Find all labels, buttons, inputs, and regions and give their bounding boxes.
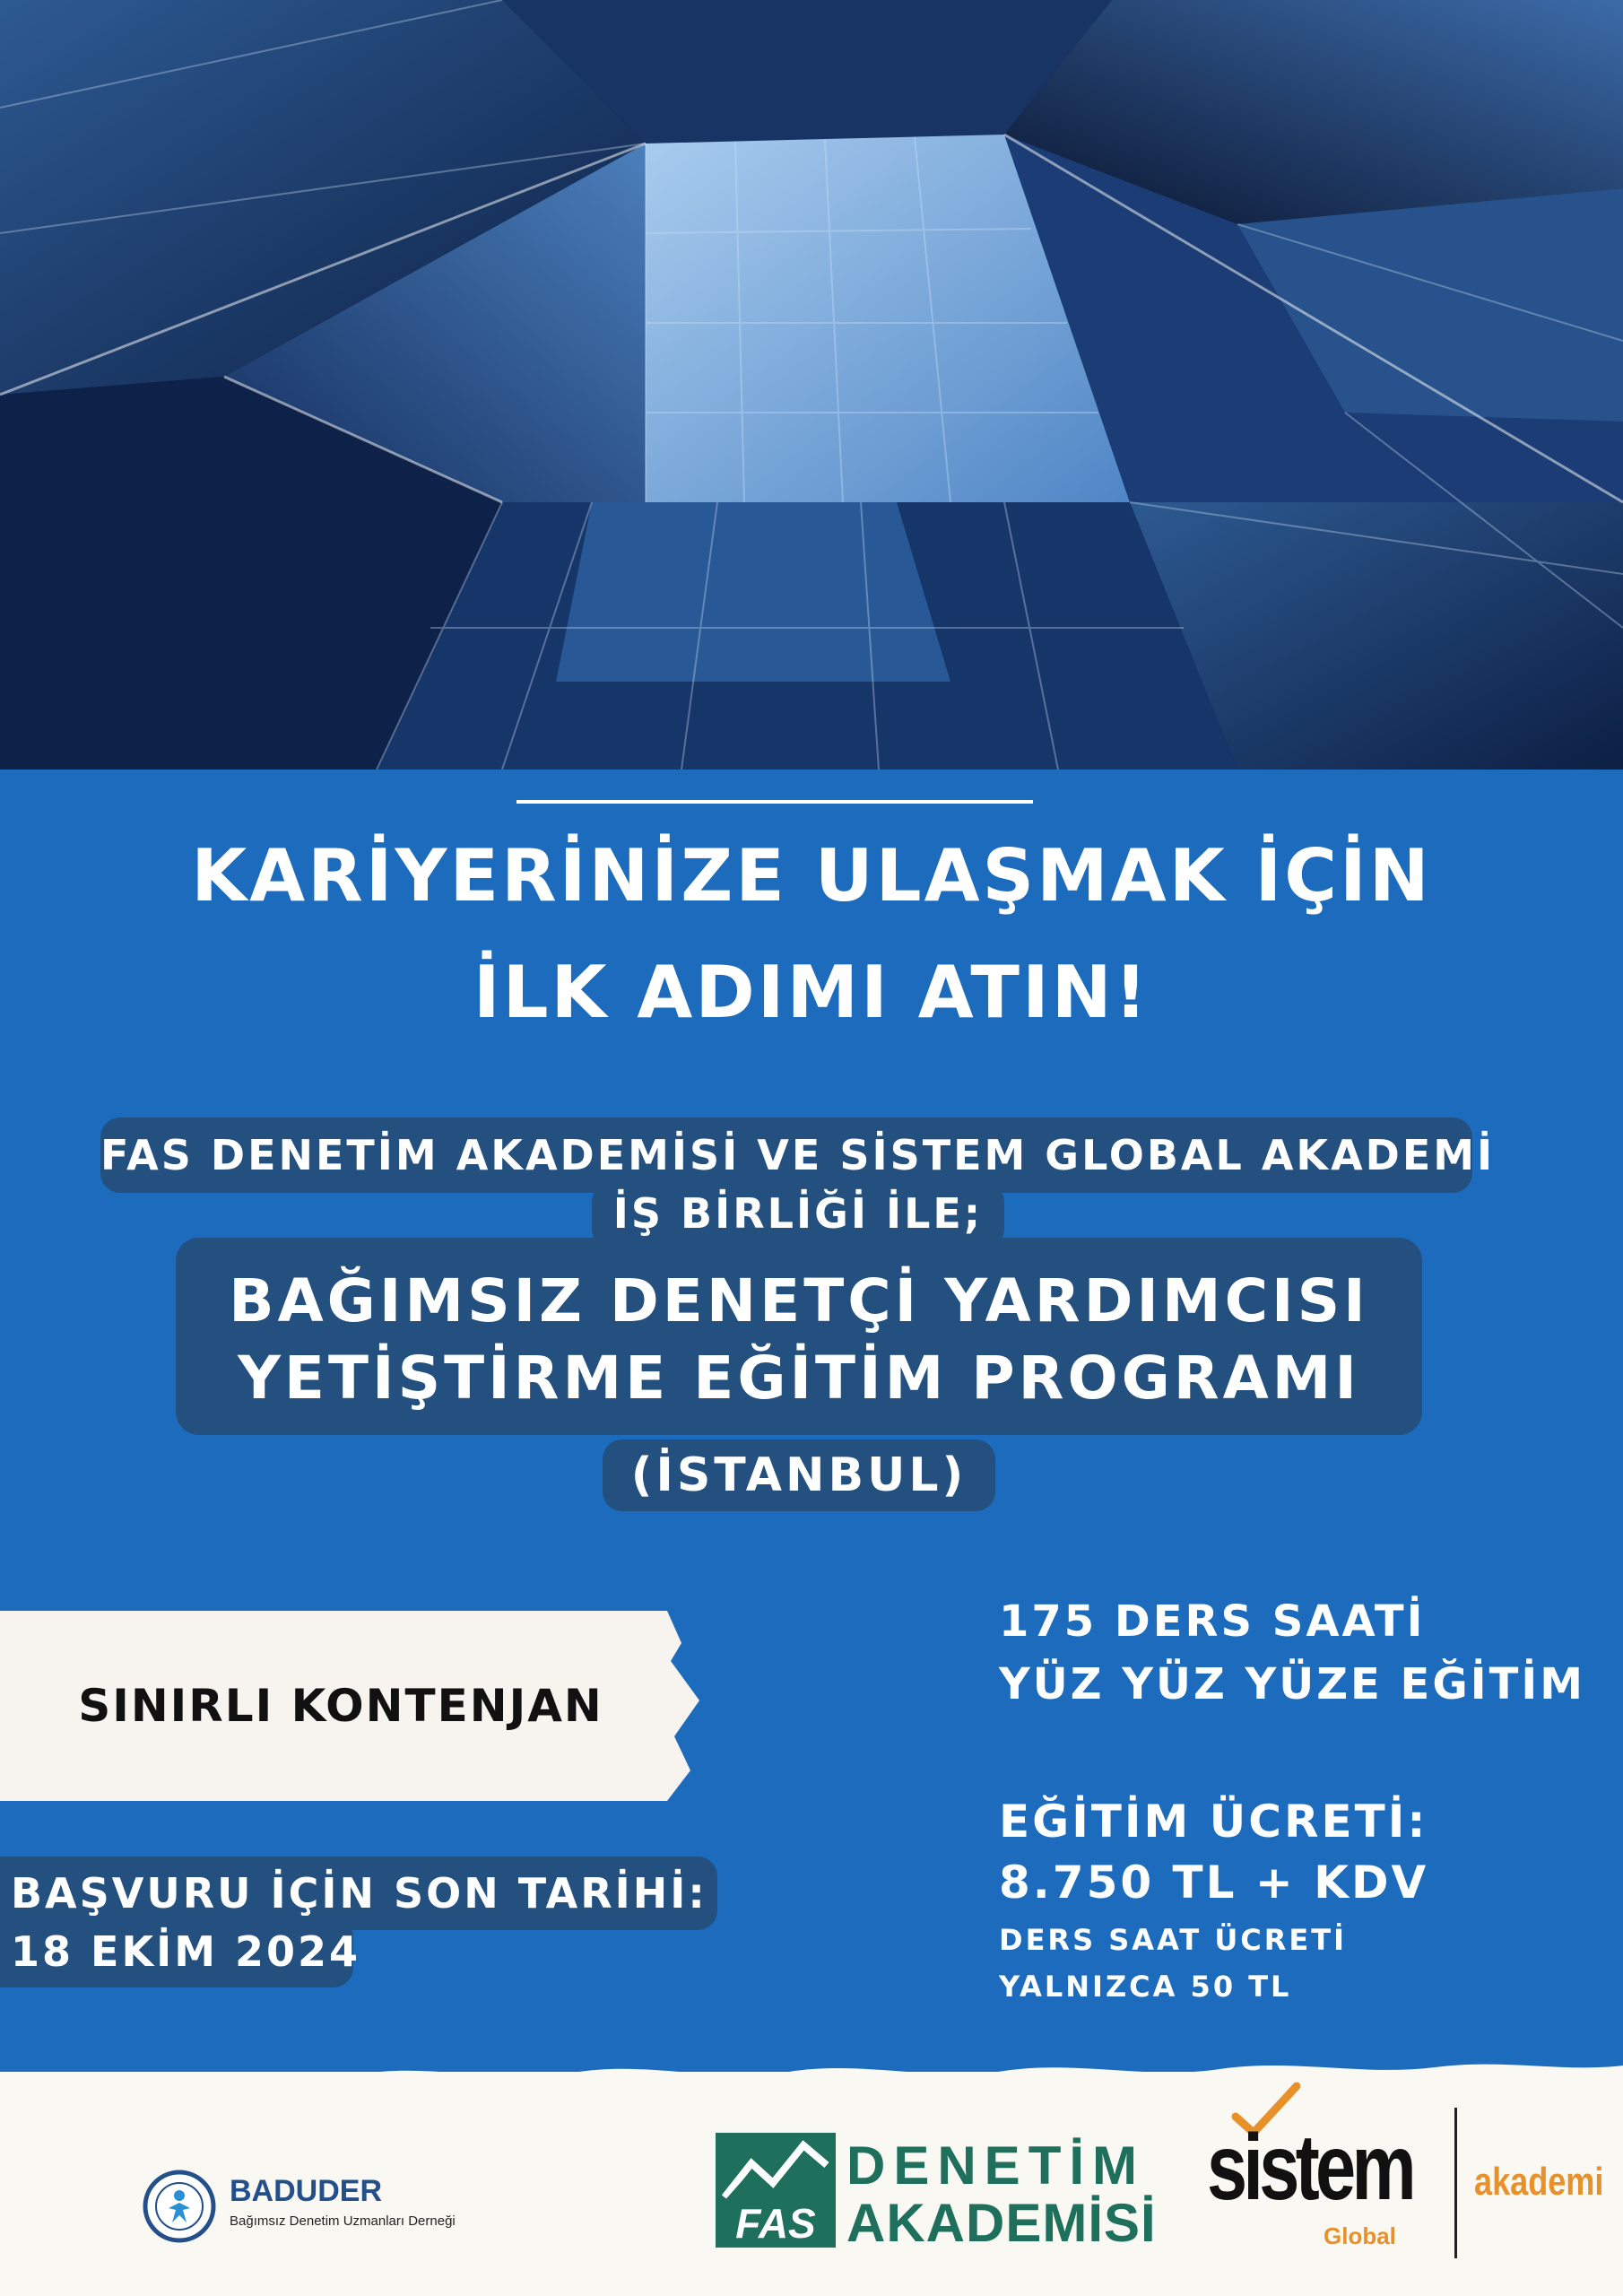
hero-image <box>0 0 1623 770</box>
deadline-label: BAŞVURU İÇİN SON TARİHİ: <box>0 1857 717 1930</box>
divider-line <box>516 800 1033 804</box>
program-line-1: BAĞIMSIZ DENETÇİ YARDIMCISI <box>229 1266 1369 1335</box>
headline-line-1: KARİYERİNİZE ULAŞMAK İÇİN <box>191 834 1432 918</box>
course-hours: 175 DERS SAATİ <box>999 1596 1426 1647</box>
sistem-divider <box>1454 2108 1457 2258</box>
intro-pill-line-1: FAS DENETİM AKADEMİSİ VE SİSTEM GLOBAL AKADEMİ <box>100 1118 1472 1193</box>
glass-building-illustration <box>0 0 1623 770</box>
sistem-name: sistem <box>1207 2116 1412 2220</box>
fee-label: EĞİTİM ÜCRETİ: <box>999 1796 1428 1848</box>
program-title-pill <box>176 1238 1422 1435</box>
fas-line-1: DENETİM <box>846 2135 1145 2196</box>
fas-mark: FAS <box>735 2200 816 2247</box>
hourly-fee-label: DERS SAAT ÜCRETİ <box>999 1923 1348 1957</box>
sistem-sub: Global <box>1324 2222 1396 2249</box>
program-line-2: YETİŞTİRME EĞİTİM PROGRAMI <box>238 1344 1360 1413</box>
fas-line-2: AKADEMİSİ <box>846 2193 1157 2253</box>
headline-line-2: İLK ADIMI ATIN! <box>473 951 1150 1034</box>
hourly-fee-value: YALNIZCA 50 TL <box>999 1970 1292 2004</box>
intro-pill-line-2: İŞ BİRLİĞİ İLE; <box>592 1182 1004 1248</box>
program-city-pill: (İSTANBUL) <box>603 1439 995 1511</box>
quota-label: SINIRLI KONTENJAN <box>78 1680 603 1732</box>
baduder-name: BADUDER <box>230 2174 382 2208</box>
fas-logo-box <box>716 2133 836 2248</box>
sistem-akademi: akademi <box>1474 2160 1604 2204</box>
baduder-seal-icon <box>142 2169 217 2244</box>
deadline-date: 18 EKİM 2024 <box>0 1918 353 1987</box>
fas-chart-logo-icon <box>716 2133 836 2205</box>
fee-value: 8.750 TL + KDV <box>999 1857 1429 1909</box>
course-format: YÜZ YÜZ YÜZE EĞİTİM <box>999 1659 1585 1709</box>
baduder-subtitle: Bağımsız Denetim Uzmanları Derneği <box>230 2213 456 2229</box>
